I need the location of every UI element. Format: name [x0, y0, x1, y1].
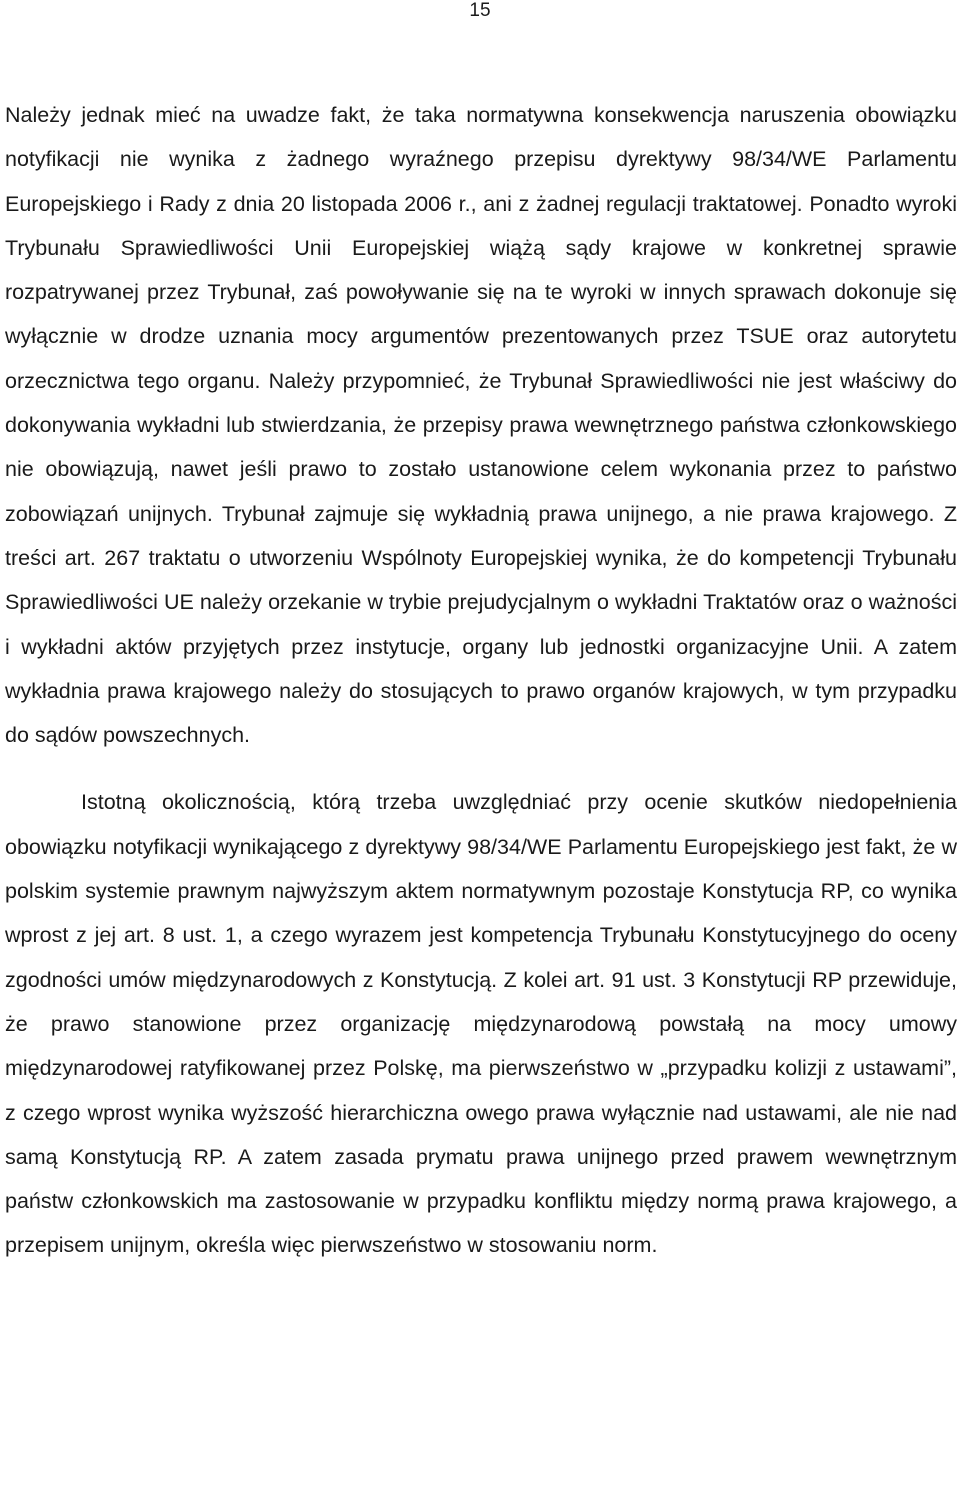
document-body [5, 93, 957, 1268]
page-number: 15 [469, 0, 491, 21]
paragraph-2: Istotną okolicznością, którą trzeba uwzględniać przy ocenie skutków niedopełnienia obowiązku notyfikacji wynikającego z dyrektywy 98/34/WE Parlamentu Europejskiego jest fakt, że w polskim systemie prawnym najwyższym aktem normatywnym pozostaje Konstytucja RP, co wynika wprost z jej art. 8 ust. 1, a czego wyrazem jest kompetencja Trybunału Konstytucyjnego do oceny zgodności umów międzynarodowych z Konstytucją. Z kolei art. 91 ust. 3 Konstytucji RP przewiduje, że prawo stanowione przez organizację międzynarodową powstałą na mocy umowy międzynarodowej ratyfikowanej przez Polskę, ma pierwszeństwo w „przypadku kolizji z ustawami”, z czego wprost wynika wyższość hierarchiczna owego prawa wyłącznie nad ustawami, ale nie nad samą Konstytucją RP. A zatem zasada prymatu prawa unijnego przed prawem wewnętrznym państw członkowskich ma zastosowanie w przypadku konfliktu między normą prawa krajowego, a przepisem unijnym, określa więc pierwszeństwo w stosowaniu norm. [5, 790, 957, 1258]
paragraph-1: Należy jednak mieć na uwadze fakt, że taka normatywna konsekwencja naruszenia obowiązku notyfikacji nie wynika z żadnego wyraźnego przepisu dyrektywy 98/34/WE Parlamentu Europejskiego i Rady z dnia 20 listopada 2006 r., ani z żadnej regulacji traktatowej. Ponadto wyroki Trybunału Sprawiedliwości Unii Europejskiej wiążą sądy krajowe w konkretnej sprawie rozpatrywanej przez Trybunał, zaś powoływanie się na te wyroki w innych sprawach dokonuje się wyłącznie w drodze uznania mocy argumentów prezentowanych przez TSUE oraz autorytetu orzecznictwa tego organu. Należy przypomnieć, że Trybunał Sprawiedliwości nie jest właściwy do dokonywania wykładni lub stwierdzania, że przepisy prawa wewnętrznego państwa członkowskiego nie obowiązują, nawet jeśli prawo to zostało ustanowione celem wykonania przez to państwo zobowiązań unijnych. Trybunał zajmuje się wykładnią prawa unijnego, a nie prawa krajowego. Z treści art. 267 traktatu o utworzeniu Wspólnoty Europejskiej wynika, że do kompetencji Trybunału Sprawiedliwości UE należy orzekanie w trybie prejudycjalnym o wykładni Traktatów oraz o ważności i wykładni aktów przyjętych przez instytucje, organy lub jednostki organizacyjne Unii. A zatem wykładnia prawa krajowego należy do stosujących to prawo organów krajowych, w tym przypadku do sądów powszechnych. [5, 103, 957, 748]
